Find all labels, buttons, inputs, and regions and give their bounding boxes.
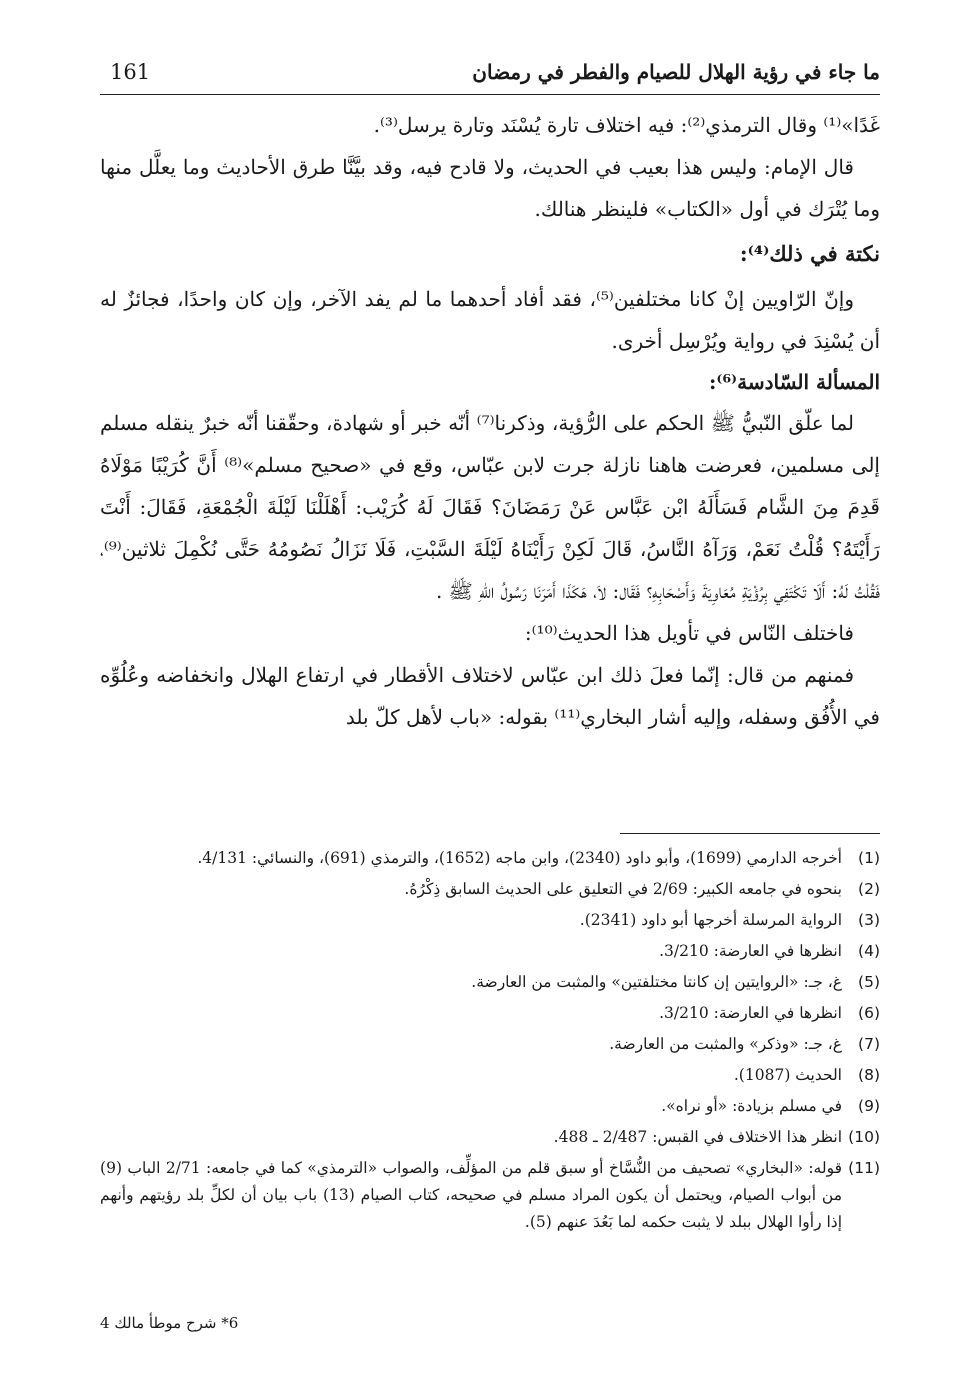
footnote-number: (8) <box>858 1066 880 1084</box>
footnote-2 <box>100 876 880 903</box>
footnote-text: انظرها في العارضة: 3/210. <box>659 1004 842 1022</box>
footnote-text: الحديث (1087). <box>733 1066 842 1084</box>
footnote-10 <box>100 1124 880 1151</box>
footnote-number: (11) <box>848 1159 880 1177</box>
footnote-number: (5) <box>858 973 880 991</box>
footnotes <box>100 845 880 1240</box>
footnote-number: (10) <box>848 1128 880 1146</box>
footnote-number: (4) <box>858 942 880 960</box>
page-number: 161 <box>110 60 151 84</box>
footnote-5 <box>100 969 880 996</box>
footnote-text: الرواية المرسلة أخرجها أبو داود (2341). <box>579 911 842 929</box>
paragraph-4: لما علّق النّبيُّ ﷺ الحكم على الرُّؤية، وذكرنا⁽⁷⁾ أنّه خبر أو شهادة، وحقّقنا أنّه خبرٌ ينقله مسلم إلى مسلمين، فعرضت هاهنا نازلة جرت لابن عبّاس، وقع في «صحيح مسلم»⁽⁸⁾ أَنَّ كُرَيْبًا مَوْلَاهُ قَدِمَ مِنَ الشَّام فَسَأَلَهُ ابْن عَبَّاس عَنْ رَمَضَانَ؟ فَقَالَ لَهُ كُرَيْب: أَهْلَلْنَا لَيْلَةَ الْجُمْعَةِ، فَقَالَ: أَنْتَ رَأَيْتَهُ؟ قُلْتُ نَعَمْ، وَرَآهُ النَّاسُ، قَالَ لَكِنْ رَأَيْنَاهُ لَيْلَةَ السَّبْتِ، فَلَا نَزَالُ نَصُومُهُ حَتَّى نُكْمِلَ ثلاثين⁽⁹⁾، فَقُلْتُ لَهُ: أَلَا تَكْتَفِي بِرُؤْيَةِ مُعَاوِيَةَ وَأَصْحَابِهِ؟ فَقَال: لاَ، هَكَذَا أَمَرَنَا رَسُولُ اللهِ ﷺ . <box>100 411 880 603</box>
footnote-text: أخرجه الدارمي (1699)، وأبو داود (2340)، وابن ماجه (1652)، والترمذي (691)، والنسائي: 4/131. <box>197 849 842 867</box>
page-header <box>100 58 880 95</box>
footnote-text: انظر هذا الاختلاف في القبس: 2/487 ـ 488. <box>553 1128 842 1146</box>
footnote-4 <box>100 938 880 965</box>
footnote-1 <box>100 845 880 872</box>
footnote-number: (1) <box>858 849 880 867</box>
footnote-3 <box>100 907 880 934</box>
footnote-text: انظرها في العارضة: 3/210. <box>659 942 842 960</box>
footnote-number: (2) <box>858 880 880 898</box>
footnote-number: (6) <box>858 1004 880 1022</box>
footnote-text: غ، جـ: «وذكر» والمثبت من العارضة. <box>609 1035 842 1053</box>
running-title: ما جاء في رؤية الهلال للصيام والفطر في رمضان <box>472 60 880 84</box>
footnote-11 <box>100 1155 880 1236</box>
footnote-9 <box>100 1093 880 1120</box>
paragraph-2: قال الإمام: وليس هذا بعيب في الحديث، ولا قادح فيه، وقد بيَّنَّا طرق الأحاديث وما يعلَّل منها وما يُتْرَك في أول «الكتاب» فلينظر هنالك. <box>100 155 880 221</box>
footnote-text: في مسلم بزيادة: «أو نراه». <box>661 1097 842 1115</box>
footnote-number: (3) <box>858 911 880 929</box>
paragraph-6: فمنهم من قال: إنّما فعلَ ذلك ابن عبّاس لاختلاف الأقطار في ارتفاع الهلال وانخفاضه وعُلُوِّه في الأُفُق وسفله، وإليه أشار البخاري⁽¹¹⁾ بقوله: «باب لأهل كلّ بلد <box>100 663 880 729</box>
footnote-text: غ، جـ: «الروايتين إن كانتا مختلفتين» والمثبت من العارضة. <box>471 973 842 991</box>
section-heading-nukta: نكتة في ذلك⁽⁴⁾: <box>739 241 880 266</box>
footnote-number: (7) <box>858 1035 880 1053</box>
footnote-number: (9) <box>858 1097 880 1115</box>
section-heading-masala-6: المسألة السّادسة⁽⁶⁾: <box>709 370 880 394</box>
paragraph-3: وإنّ الرّاويين إنْ كانا مختلفين⁽⁵⁾، فقد أفاد أحدهما ما لم يفد الآخر، وإن كان واحدًا، فجائزٌ له أن يُسْنِدَ في رواية ويُرْسِل أخرى. <box>100 287 880 353</box>
paragraph-1: غَدًا»⁽¹⁾ وقال الترمذي⁽²⁾: فيه اختلاف تارة يُسْنَد وتارة يرسل⁽³⁾. <box>373 113 880 137</box>
footnote-text: بنحوه في جامعه الكبير: 2/69 في التعليق على الحديث السابق ذِكْرُهُ. <box>404 880 842 898</box>
paragraph-5: فاختلف النّاس في تأويل هذا الحديث⁽¹⁰⁾: <box>524 621 854 645</box>
footnote-separator <box>620 833 880 834</box>
main-text <box>100 104 880 738</box>
footnote-text: قوله: «البخاري» تصحيف من النُّسَّاخ أو سبق قلم من المؤلِّف، والصواب «الترمذي» كما في جامعه: 2/71 الباب (9) من أبواب الصيام، ويحتمل أن يكون المراد مسلم في صحيحه، كتاب الصيام (13) باب بيان أن لكلِّ بلد رؤيتهم وأنهم إذا رأوا الهلال ببلد لا يثبت حكمه لما بَعُدَ عنهم (5). <box>100 1159 843 1231</box>
footnote-6 <box>100 1000 880 1027</box>
printer-signature-mark: 6* شرح موطأ مالك 4 <box>100 1314 239 1332</box>
footnote-7 <box>100 1031 880 1058</box>
footnote-8 <box>100 1062 880 1089</box>
